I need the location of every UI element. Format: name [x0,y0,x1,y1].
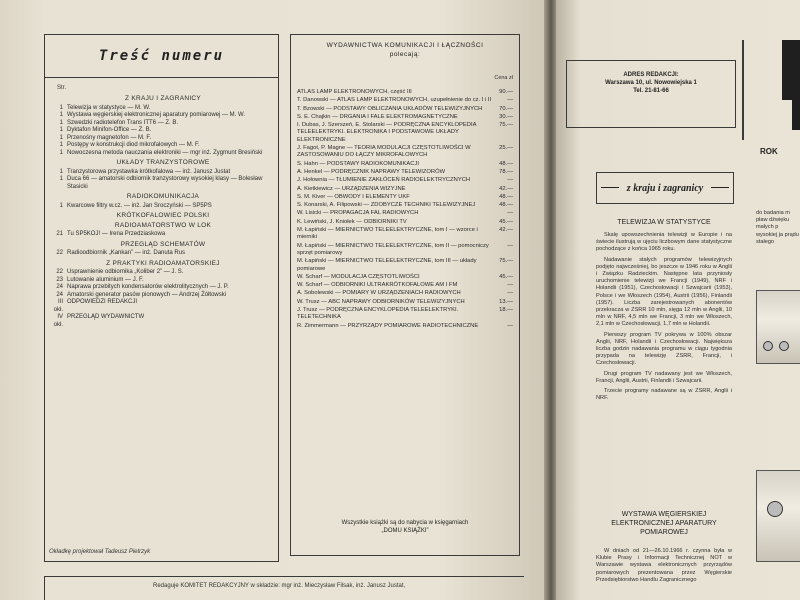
toc-entry-title: Przenośny magnetofon — M. F. [67,134,152,141]
toc-page-number: 1 [59,127,63,133]
book-title: J. Hołownia — TŁUMIENIE ZAKŁÓCEŃ RADIOELEKTRYCZNYCH [297,177,471,184]
article-paragraph: W dniach od 21—26.10.1966 r. czynna była w Klubie Prasy i Informacji Technicznej NOT w Warszawie wystawa elektronicznych przyrządów pomiarowych prezentowana przez Węgierskie Przedsiębiorstwo Handlu Zagranicznego [596,548,732,583]
toc-list [51,93,275,329]
article-body-statistics [596,232,732,405]
book-title: A. Kietkiewicz — URZĄDZENIA WIZYJNE [297,185,406,192]
toc-entry [51,105,275,113]
toc-page-number: 1 [59,112,63,118]
book-entry [297,114,513,121]
book-title: M. Łapiński — MIERNICTWO TELEELEKTRYCZNE, tom I — wzorce i mierniki [297,227,478,241]
book-price: 30.— [499,113,513,120]
toc-entry [51,176,275,191]
book-title: M. Łapiński — MIERNICTWO TELEELEKTRYCZNE, tom III — układy pomiarowe [297,258,477,272]
bookstore-note-line2: „DOMU KSIĄŻKI” [381,528,429,534]
toc-section-heading: Z KRAJU I ZAGRANICY [124,95,202,102]
book-title: A. Henkel — PODRĘCZNIK NAPRAWY TELEWIZORÓW [297,168,446,175]
book-entry [297,169,513,176]
toc-title: Treść numeru [45,35,278,78]
book-entry [297,258,513,273]
toc-entry [51,314,275,329]
book-entry [297,323,513,330]
toc-page-number: 22 [56,250,63,256]
section-banner [596,172,734,204]
book-price: 13.— [499,298,513,305]
toc-page-number: 24 [56,291,63,298]
year-label: ROK [760,147,778,156]
book-price: — [507,290,513,297]
toc-page-number: 1 [59,119,63,126]
toc-entry [51,250,275,258]
book-entry [297,227,513,242]
toc-page-number: 22 [56,269,63,275]
toc-section-heading: RADIOKOMUNIKACJA [126,193,200,200]
toc-entry-title: Wystawa węgierskiej elektronicznej aparatury pomiarowej — M. W. [67,112,246,118]
toc-entry-title: Naprawa przebitych kondensatorów elektrolitycznych — J. P. [67,284,229,290]
toc-entry [51,292,275,300]
book-entry [297,219,513,226]
article-paragraph: Trzecie programy nadawane są w ZSRR, Anglii i NRF. [596,388,732,402]
toc-entry-title: Nowoczesna metoda nauczania elektroniki — mgr inż. Zygmunt Bresiński [67,149,263,156]
device-knob [779,341,789,351]
toc-page-number: 1 [59,104,63,111]
toc-page-number: IV okł. [53,314,63,328]
book-entry [297,282,513,289]
toc-entry-title: Postępy w konstrukcji diod mikrofalowych — M. F. [67,142,200,148]
toc-page-number: 1 [59,176,63,182]
article-paragraph: Pierwszy program TV pokrywa w 100% obszar Anglii, NRF, Holandii i Czechosłowacji. Największa liczba godzin nadawania programu w ciągu tygodnia przypada na telewizję ZSRR, Francji, i Czechosłowacji. [596,331,732,367]
book-title: R. Zimmermann — PRZYRZĄDY POMIAROWE RADIOTECHNICZNE [297,322,479,329]
book-price: 42.— [499,185,513,192]
book-entry [297,161,513,168]
book-price: 18.— [499,307,513,314]
toc-entry-title: Telewizja w statystyce — M. W. [67,104,151,111]
book-entry [297,97,513,104]
book-advertisement [290,34,520,556]
toc-entry [51,142,275,150]
book-entry [297,274,513,281]
book-title: M. Łapiński — MIERNICTWO TELEELEKTRYCZNE, tom II — pomocniczy sprzęt pomiarowy [297,242,489,256]
toc-page-number: 1 [59,134,63,141]
measuring-device-photo [756,290,800,364]
toc-entry-title: Tranzystorowa przystawka krótkofalowa — inż. Janusz Justat [67,168,231,175]
book-entry [297,145,513,160]
toc-entry-title: PRZEGLĄD WYDAWNICTW [67,314,145,320]
toc-entry [51,127,275,135]
toc-entry [51,150,275,158]
book-price: 48.— [499,193,513,200]
book-entry [297,177,513,184]
book-title: T. Bzowski — PODSTAWY OBLICZANIA UKŁADÓW TELEWIZYJNYCH [297,105,483,112]
book-title: S. Konarski, A. Filipowski — ZDOBYCZE TECHNIKI TELEWIZYJNEJ [297,202,476,209]
book-price: 70.— [499,105,513,112]
toc-entry [51,231,275,239]
toc-page-number: 23 [56,276,63,283]
book-price: 48.— [499,160,513,167]
book-entry [297,290,513,297]
toc-entry-title: Szwedzki radiotelefon Trans ITT6 — Z. B. [67,119,179,126]
address-title: ADRES REDAKCJI: [623,72,679,78]
book-price: 25.— [499,145,513,152]
vertical-rule [742,40,744,140]
editorial-address [566,60,736,128]
device-dial [767,501,783,517]
toc-entry-title: Amatorski generator pasów pionowych — Andrzej Żółtowski [67,291,227,298]
price-column-label: Cena zł [494,75,513,81]
book-title: A. Sobolewski — POMIARY W URZĄDZENIACH RADIOWYCH [297,290,461,297]
toc-section-heading: UKŁADY TRANZYSTOROWE [116,159,210,166]
book-entry [297,210,513,217]
toc-page-number: 1 [59,202,63,209]
toc-entry-title: Tu SP5KOJ! — Irena Przedziaskowa [67,231,166,237]
measuring-device-photo-2 [756,470,800,562]
toc-page-number: 24 [56,284,63,290]
toc-entry [51,277,275,285]
book-title: ATLAS LAMP ELEKTRONOWYCH, część III [297,89,412,95]
toc-entry-title: Duca 66 — amatorski odbiornik tranzystorowy wysokiej klasy — Bolesław Stasicki [67,176,263,190]
toc-entry [51,135,275,143]
toc-entry [51,269,275,277]
book-title: J. Trusz — PODRĘCZNA ENCYKLOPEDIA TELEELEKTRYKI. TELETECHNIKA [297,307,459,321]
book-title: I. Dubas, J. Szerszeń, E. Stolarski — PODRĘCZNA ENCYKLOPEDIA TELEELEKTRYKI. ELEKTRONIKA I PODSTAWOWE UKŁADY ELEKTRONICZNE [297,122,477,143]
cover-credit: Okładkę projektował Tadeusz Pietrzyk [49,549,151,555]
device-knob [763,341,773,351]
toc-section-heading: Z PRAKTYKI RADIOAMATORSKIEJ [106,259,220,267]
toc-entry [51,203,275,211]
masthead-fragment-2 [792,96,800,130]
toc-entry-title: Dyktafon Minifon-Office — Z. B. [67,127,152,133]
table-of-contents [44,34,279,562]
article-paragraph: Skalę upowszechnienia telewizji w Europie i na świecie ilustrują w ujęciu liczbowym dane statystyczne pochodzące z końca 1965 roku. [596,232,732,253]
publisher-name: WYDAWNICTWA KOMUNIKACJI I ŁĄCZNOŚCI [326,42,484,49]
editorial-board-strip: Redaguje KOMITET REDAKCYJNY w składzie: mgr inż. Mieczysław Filsak, inż. Janusz Justat, [44,576,524,600]
book-title: W. Lisicki — PROPAGACJA FAL RADIOWYCH [297,210,419,217]
book-entry [297,307,513,322]
toc-entry-title: Usprawnienie odbiornika „Koliber 2” — J. S. [67,269,184,275]
banner-rule-left [601,187,619,188]
toc-entry [51,112,275,120]
bookstore-note-line1: Wszystkie książki są do nabycia w księgarniach [341,520,469,526]
section-title: z kraju i zagranicy [626,182,704,194]
bookstore-note [297,519,513,535]
book-entry [297,194,513,201]
toc-page-number: 1 [59,142,63,148]
page-column-label: Str. [57,85,67,91]
toc-section-heading: KRÓTKOFALOWIEC POLSKI [116,212,210,219]
toc-entry [51,284,275,292]
book-title: S. M. Kiver — OBWODY I ELEMENTY UKF [297,193,410,200]
book-entry [297,186,513,193]
book-title: T. Danowski — ATLAS LAMP ELEKTRONOWYCH, uzupełnienie do cz. I i II [297,97,492,104]
book-title: W. Scharf — MODULACJA CZĘSTOTLIWOŚCI [297,273,420,280]
article-title-exhibition: WYSTAWA WĘGIERSKIEJ ELEKTRONICZNEJ APARATURY POMIAROWEJ [611,511,717,536]
book-price: 78.— [499,168,513,175]
publisher-header [291,41,519,59]
third-column-text: do badania m pław dźwięku małych p wysokiej ja prądu stałego [756,210,799,245]
toc-entry [51,120,275,128]
book-entry [297,122,513,144]
book-price: 42.— [499,227,513,234]
book-title: K. Lewiński, J. Kniołek — ODBIORNIKI TV [297,218,407,225]
book-entry [297,89,513,96]
book-title: W. Trusz — ABC NAPRAWY ODBIORNIKÓW TELEWIZYJNYCH [297,298,465,305]
toc-page-number: III okł. [53,299,63,313]
toc-entry-title: ODPOWIEDZI REDAKCJI [67,299,138,305]
publisher-recommend: polecają: [389,51,421,58]
book-title: W. Scharf — ODBIORNIKI ULTRAKRÓTKOFALOWE AM I FM [297,282,458,289]
book-price: — [507,177,513,184]
article-title-statistics: TELEWIZJA W STATYSTYCE [617,219,711,226]
book-entry [297,106,513,113]
book-price: 45.— [499,273,513,280]
toc-entry [51,299,275,314]
toc-entry-title: Kwarcowe filtry w.cz. — inż. Jan Sroczyński — SP5PS [67,202,212,209]
book-price: — [507,97,513,104]
book-price: 75.— [499,258,513,265]
toc-entry-title: Radioodbiornik „Kankan” — inż. Danuta Rus [67,250,186,256]
toc-section-heading: PRZEGLĄD SCHEMATÓW [120,240,206,248]
book-title: J. Fagot, P. Magne — TEORIA MODULACJI CZĘSTOTLIWOŚCI W ZASTOSOWANIU DO ŁĄCZY MIKROFALOWYCH [297,145,471,159]
article-paragraph: Drugi program TV nadawany jest we Włoszech, Francji, Anglii, Austrii, Finlandii i Szwajcarii. [596,370,732,384]
toc-page-number: 21 [56,231,63,237]
book-price: — [507,282,513,289]
toc-page-number: 1 [59,168,63,175]
toc-entry [51,169,275,177]
book-title: S. E. Chajkin — DRGANIA I FALE ELEKTROMAGNETYCZNE [297,113,458,120]
toc-section-heading: RADIOAMATORSTWO W LOK [114,221,212,229]
toc-entry-title: Lutowanie aluminium — J. F. [67,276,144,283]
banner-rule-right [711,187,729,188]
book-price: 90.— [499,89,513,95]
book-title: S. Hahn — PODSTAWY RADIOKOMUNIKACJI [297,160,419,167]
book-price: — [507,322,513,329]
book-price: 48.— [499,202,513,209]
address-street: Warszawa 10, ul. Nowowiejska 1 [605,80,697,86]
book-price: 75.— [499,122,513,129]
article-paragraph: Nadawanie stałych programów telewizyjnych podjęto najwcześniej, bo jeszcze w 1946 roku w Anglii i Związku Radzieckim. Następne lata przyniosły uruchomienie telewizji we Francji (1949), NRF i Holandii (1951), Czechosłowacji i Szwajcarii (1953), Polsce i we Włoszech (1954), Austrii (1956), Finlandii (1957). Liczba zarejestrowanych abonentów przekracza w ZSRR 10 mln, sięga 12 mln w Anglii, 10 mln w NRF, 4,5 mln we Francji, 3 mln we Włoszech, 2,1 mln w Czechosłowacji, 1,7 mln w Holandii. [596,256,732,328]
book-entry [297,299,513,306]
right-page [556,0,800,600]
book-price: — [507,242,513,249]
book-list [297,89,513,331]
book-entry [297,243,513,258]
masthead-fragment [782,40,800,100]
book-entry [297,202,513,209]
article-body-exhibition [596,548,732,587]
toc-page-number: 1 [59,149,63,156]
book-price: — [507,210,513,217]
book-price: 45.— [499,218,513,225]
address-phone: Tel. 21-81-66 [633,88,669,94]
